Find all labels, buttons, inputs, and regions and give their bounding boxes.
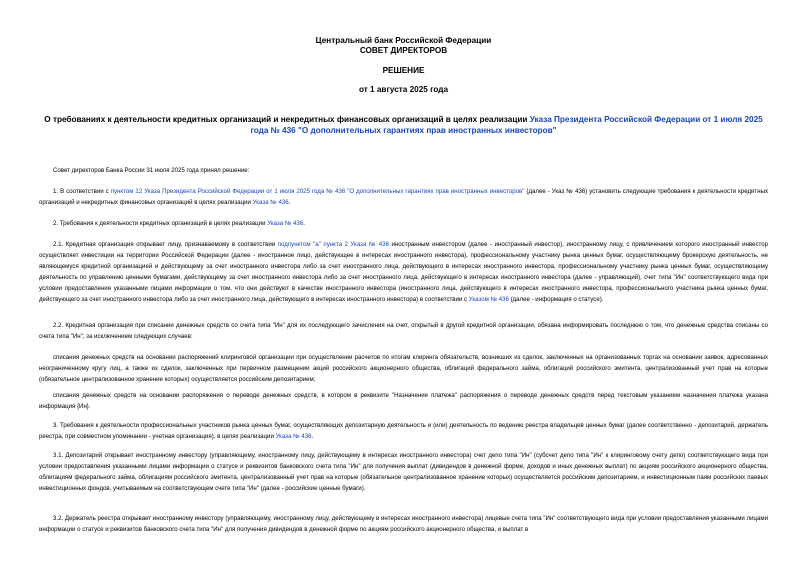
subclause-a-link[interactable]: подпунктом "а" пункта 2 Указа № 436 [277, 241, 389, 248]
title-text: О требованиях к деятельности кредитных организаций и некредитных финансовых организаций в целях реализации [44, 115, 530, 124]
document-title [36, 114, 771, 136]
paragraph-intro: Совет директоров Банка России 31 июля 2025 года принял решение: [53, 167, 250, 174]
decree-436-link[interactable]: Указа № 436 [267, 220, 304, 227]
paragraph-2: 2. Требования к деятельности кредитных организаций в целях реализации Указа № 436. [53, 220, 305, 227]
issuer-name: Центральный банк Российской Федерации [315, 36, 492, 45]
paragraph-2-2-case-1: списания денежных средств на основании распоряжений клиринговой организации при осуществлении расчетов по итогам клиринга обязательств, возникших из сделок, заключенных на организованных торгах на основании заявок, адресованных неограниченному кругу лиц, а также из сделок, заключенных при первичном размещении акций российского акционерного общества, облигаций федерального займа, облигаций российского эмитента, централизованный учет прав на которые (обязательное централизованное хранение которых) осуществляется российским депозитарием; [39, 354, 768, 383]
document-type: РЕШЕНИЕ [382, 66, 425, 75]
paragraph-1: 1. В соответствии с пунктом 12 Указа Президента Российской Федерации от 1 июля 2025 года № 436 "О дополнительных гарантиях прав иностранных инвесторов" (далее - Указ № 436) установить следующие требования к деятельности кредитных организаций и некредитных финансовых организаций в целях реализации Указа № 436. [39, 188, 768, 206]
document-date: от 1 августа 2025 года [358, 85, 449, 94]
decree-436-link[interactable]: Указа № 436 [275, 432, 312, 440]
decree-clause-12-link[interactable]: пунктом 12 Указа Президента Российской Федерации от 1 июля 2025 года № 436 "О дополнительных гарантиях прав иностранных инвесторов" [110, 188, 525, 195]
decree-436-link[interactable]: Указа № 436 [252, 198, 289, 206]
decree-436-link[interactable]: Указом № 436 [468, 295, 509, 303]
title-decree-link[interactable]: Указа Президента Российской Федерации от 1 июля 2025 года № 436 "О дополнительных гарантиях прав иностранных инвесторов" [250, 115, 763, 135]
paragraph-3-1: 3.1. Депозитарий открывает иностранному инвестору (управляющему, иностранному лицу, действующему в интересах иностранного инвестора) счет депо типа "Ин" (субсчет депо типа "Ин" к клиринговому счету депо) соответствующего вида при условии предоставления указанными лицами информации о статусе и реквизитов банковского счета типа "Ин" для получения выплат (дивидендов в денежной форме, доходов и иных денежных выплат) по акциям российского акционерного общества, облигациям федерального займа, облигациям российского эмитента, централизованный учет прав на которые (обязательное централизованное хранение которых) осуществляется российским депозитарием, и инвестиционным паям российских паевых инвестиционных фондов, учитываемым на соответствующем счете типа "Ин" (далее - российские ценные бумаги). [39, 452, 768, 492]
paragraph-2-2-case-2: списания денежных средств на основании распоряжения о переводе денежных средств, в котором в реквизите "Назначение платежа" распоряжения о переводе денежных средств перед текстовым указанием назначения платежа указана информация {Ин}. [39, 392, 768, 410]
paragraph-2-1: 2.1. Кредитная организация открывает лицу, признаваемому в соответствии подпунктом "а" пункта 2 Указа № 436 иностранным инвестором (далее - иностранный инвестор), иностранному лицу, с привлечением которого иностранный инвестор осуществляет инвестиции на территории Российской Федерации (далее - иностранное лицо, действующее в интересах иностранного инвестора), профессиональному участнику рынка ценных бумаг, осуществляющему брокерскую деятельность, не являющемуся кредитной организацией и действующему за счет иностранного инвестора либо за счет иностранного лица, действующего в интересах иностранного инвестора, профессиональному участнику рынка ценных бумаг, осуществляющему деятельность по управлению ценными бумагами, действующему за счет иностранного инвестора либо за счет иностранного лица, действующего в интересах иностранного инвестора (далее - управляющий), счет типа "Ин" соответствующего вида при условии предоставления указанными лицами информации о том, что они действуют в качестве иностранного инвестора (иностранного лица, действующего в интересах иностранного инвестора, профессионального участника рынка ценных бумаг, действующего за счет иностранного инвестора либо за счет иностранного лица, действующего в интересах иностранного инвестора) в соответствии с Указом № 436 (далее - информация о статусе). [39, 241, 768, 303]
paragraph-3: 3. Требования к деятельности профессиональных участников рынка ценных бумаг, осуществляющих депозитарную деятельность и (или) деятельность по ведению реестра владельцев ценных бумаг (далее соответственно - депозитарий, держатель реестра, при совместном упоминании - учетная организация), в целях реализации Указа № 436. [39, 422, 768, 440]
paragraph-2-2: 2.2. Кредитная организация при списании денежных средств со счета типа "Ин" для их последующего зачисления на счет, открытый в другой кредитной организации, обязана информировать последнюю о том, что денежные средства списаны со счета типа "Ин", за исключением следующих случаев: [39, 322, 768, 340]
council-name: СОВЕТ ДИРЕКТОРОВ [359, 46, 448, 55]
paragraph-3-2: 3.2. Держатель реестра открывает иностранному инвестору (управляющему, иностранному лицу, действующему в интересах иностранного инвестора) лицевые счета типа "Ин" соответствующего вида при условии предоставления указанными лицами информации о статусе и реквизитов банковского счета типа "Ин" для получения дивидендов в денежной форме по акциям российского акционерного общества, и выплат в [39, 515, 768, 533]
